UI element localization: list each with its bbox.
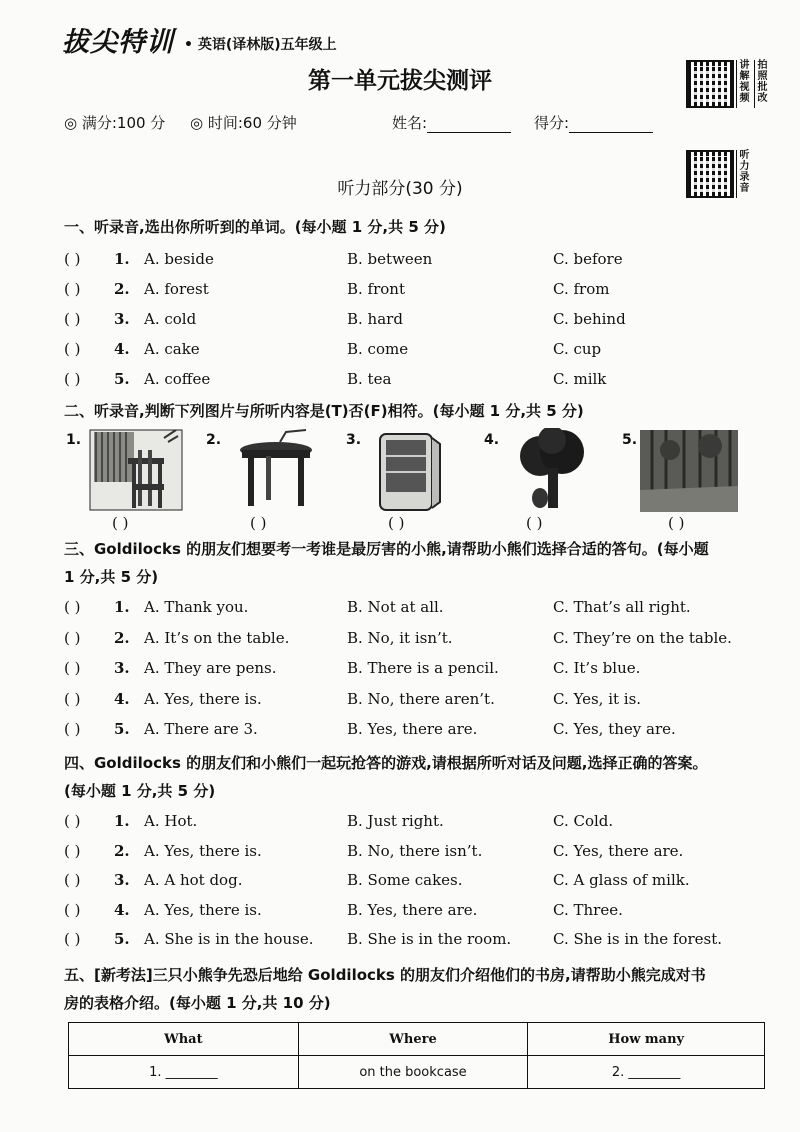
- picture-row: [66, 428, 786, 538]
- answer-blank[interactable]: ( ): [64, 812, 81, 830]
- question-row: [64, 690, 764, 718]
- picture-answer-blank[interactable]: ( ): [526, 514, 543, 532]
- option-a[interactable]: A. cake: [144, 340, 200, 358]
- section4-title: 四、Goldilocks 的朋友们和小熊们一起玩抢答的游戏,请根据所听对话及问题,选择正确的答案。: [64, 754, 708, 772]
- table-header: How many: [528, 1023, 765, 1056]
- option-a[interactable]: A. Yes, there is.: [144, 900, 262, 919]
- table-cell-blank[interactable]: 1. ________: [69, 1056, 299, 1089]
- full-score: ◎ 满分:100 分: [64, 114, 166, 132]
- qr-label: 拍照批改: [754, 60, 770, 108]
- option-c[interactable]: C. before: [553, 250, 623, 268]
- answer-blank[interactable]: ( ): [64, 900, 81, 919]
- answer-blank[interactable]: ( ): [64, 280, 81, 298]
- answer-blank[interactable]: ( ): [64, 310, 81, 328]
- option-c[interactable]: C. Cold.: [553, 812, 614, 830]
- option-b[interactable]: B. Not at all.: [347, 598, 444, 616]
- table-cell: on the bookcase: [298, 1056, 528, 1089]
- option-a[interactable]: A. Thank you.: [144, 598, 249, 616]
- section2-title: 二、听录音,判断下列图片与所听内容是(T)否(F)相符。(每小题 1 分,共 5 分): [64, 402, 584, 420]
- brand-logo: 拔尖特训: [62, 27, 174, 58]
- subject-label: • 英语(译林版)五年级上: [184, 37, 337, 53]
- option-b[interactable]: B. Just right.: [347, 812, 444, 830]
- table-row: [69, 1056, 765, 1089]
- option-a[interactable]: A. beside: [144, 250, 214, 268]
- qr-grading[interactable]: [686, 60, 770, 108]
- tree-icon: [518, 428, 588, 512]
- answer-blank[interactable]: ( ): [64, 340, 81, 358]
- option-b[interactable]: B. She is in the room.: [347, 930, 512, 948]
- fridge-icon: [378, 432, 444, 512]
- answer-blank[interactable]: ( ): [64, 250, 81, 268]
- question-number: 4.: [114, 689, 130, 708]
- option-c[interactable]: C. behind: [553, 310, 626, 328]
- option-b[interactable]: B. Some cakes.: [347, 871, 463, 889]
- answer-blank[interactable]: ( ): [64, 871, 81, 889]
- table-header: What: [69, 1023, 299, 1056]
- answer-blank[interactable]: ( ): [64, 930, 81, 948]
- question-number: 4.: [114, 340, 130, 358]
- qr-code-icon: [686, 60, 734, 108]
- picture-number: 5.: [622, 432, 638, 448]
- time-limit: ◎ 时间:60 分钟: [190, 114, 297, 132]
- score-label: 得分:: [534, 114, 570, 132]
- option-c[interactable]: C. Yes, it is.: [553, 689, 642, 708]
- option-b[interactable]: B. No, there isn’t.: [347, 841, 483, 860]
- option-c[interactable]: C. She is in the forest.: [553, 930, 723, 948]
- question-row: [64, 871, 764, 899]
- picture-number: 2.: [206, 432, 222, 448]
- option-b[interactable]: B. hard: [347, 310, 403, 328]
- forest-icon: [640, 430, 738, 512]
- option-a[interactable]: A. A hot dog.: [144, 871, 243, 889]
- question-row: [64, 250, 764, 278]
- question-number: 2.: [114, 841, 130, 860]
- question-number: 3.: [114, 310, 130, 328]
- question-row: [64, 901, 764, 929]
- name-field[interactable]: [392, 112, 511, 133]
- qr-label: 讲解视频: [736, 60, 752, 108]
- picture-answer-blank[interactable]: ( ): [388, 514, 405, 532]
- question-row: [64, 659, 764, 687]
- question-number: 2.: [114, 280, 130, 298]
- table-icon: [236, 428, 320, 512]
- question-row: [64, 370, 764, 398]
- option-c[interactable]: C. cup: [553, 340, 602, 358]
- question-row: [64, 340, 764, 368]
- table-header-row: [69, 1023, 765, 1056]
- question-number: 5.: [114, 930, 130, 948]
- picture-number: 1.: [66, 432, 82, 448]
- question-number: 3.: [114, 659, 130, 677]
- page-title: 第一单元拔尖测评: [308, 67, 492, 94]
- option-c[interactable]: C. Three.: [553, 900, 623, 919]
- question-number: 1.: [114, 598, 130, 616]
- question-number: 2.: [114, 628, 130, 647]
- table-cell-blank[interactable]: 2. ________: [528, 1056, 765, 1089]
- option-b[interactable]: B. There is a pencil.: [347, 659, 499, 677]
- option-b[interactable]: B. Yes, there are.: [347, 900, 478, 919]
- picture-answer-blank[interactable]: ( ): [112, 514, 129, 532]
- section5-title: 五、[新考法]三只小熊争先恐后地给 Goldilocks 的朋友们介绍他们的书房,请帮助小熊完成对书: [64, 966, 706, 984]
- picture-number: 4.: [484, 432, 500, 448]
- option-a[interactable]: A. It’s on the table.: [144, 628, 290, 647]
- option-a[interactable]: A. forest: [144, 280, 209, 298]
- option-c[interactable]: C. They’re on the table.: [553, 628, 732, 647]
- question-row: [64, 310, 764, 338]
- question-number: 1.: [114, 250, 130, 268]
- bookroom-table: [68, 1022, 765, 1089]
- option-b[interactable]: B. tea: [347, 370, 392, 388]
- name-blank[interactable]: [427, 119, 511, 133]
- section3-title-cont: 1 分,共 5 分): [64, 568, 159, 586]
- question-row: [64, 280, 764, 308]
- option-c[interactable]: C. That’s all right.: [553, 598, 691, 616]
- option-c[interactable]: C. milk: [553, 370, 607, 388]
- question-row: [64, 812, 764, 840]
- option-c[interactable]: C. from: [553, 280, 610, 298]
- question-row: [64, 720, 764, 748]
- option-a[interactable]: A. Hot.: [144, 812, 198, 830]
- section4-title-cont: (每小题 1 分,共 5 分): [64, 782, 216, 800]
- option-a[interactable]: A. She is in the house.: [144, 930, 314, 948]
- score-blank[interactable]: [569, 119, 653, 133]
- answer-blank[interactable]: ( ): [64, 370, 81, 388]
- question-number: 1.: [114, 812, 130, 830]
- section1-title: 一、听录音,选出你所听到的单词。(每小题 1 分,共 5 分): [64, 218, 446, 236]
- listening-title: 听力部分(30 分): [337, 179, 463, 199]
- answer-blank[interactable]: ( ): [64, 841, 81, 860]
- option-b[interactable]: B. Yes, there are.: [347, 720, 478, 738]
- option-c[interactable]: C. It’s blue.: [553, 659, 641, 677]
- section3-title: 三、Goldilocks 的朋友们想要考一考谁是最厉害的小熊,请帮助小熊们选择合适的答句。(每小题: [64, 540, 709, 558]
- answer-blank[interactable]: ( ): [64, 720, 81, 738]
- option-a[interactable]: A. Yes, there is.: [144, 689, 262, 708]
- option-c[interactable]: C. Yes, there are.: [553, 841, 684, 860]
- qr-label: 听力录音: [736, 150, 752, 198]
- answer-blank[interactable]: ( ): [64, 598, 81, 616]
- option-b[interactable]: B. No, it isn’t.: [347, 628, 453, 647]
- option-a[interactable]: A. Yes, there is.: [144, 841, 262, 860]
- option-c[interactable]: C. Yes, they are.: [553, 720, 676, 738]
- picture-answer-blank[interactable]: ( ): [250, 514, 267, 532]
- question-row: [64, 629, 764, 657]
- picture-number: 3.: [346, 432, 362, 448]
- option-b[interactable]: B. between: [347, 250, 433, 268]
- question-number: 4.: [114, 900, 130, 919]
- answer-blank[interactable]: ( ): [64, 689, 81, 708]
- question-number: 3.: [114, 871, 130, 889]
- section5-title-cont: 房的表格介绍。(每小题 1 分,共 10 分): [64, 994, 331, 1012]
- answer-blank[interactable]: ( ): [64, 628, 81, 647]
- option-a[interactable]: A. cold: [144, 310, 197, 328]
- option-a[interactable]: A. There are 3.: [144, 720, 258, 738]
- question-row: [64, 930, 764, 958]
- option-b[interactable]: B. come: [347, 340, 409, 358]
- question-row: [64, 598, 764, 626]
- option-a[interactable]: A. They are pens.: [144, 659, 277, 677]
- option-b[interactable]: B. front: [347, 280, 406, 298]
- chair-by-window-icon: [88, 428, 184, 512]
- option-c[interactable]: C. A glass of milk.: [553, 871, 690, 889]
- question-row: [64, 842, 764, 870]
- question-number: 5.: [114, 720, 130, 738]
- score-field[interactable]: [534, 112, 653, 133]
- picture-answer-blank[interactable]: ( ): [668, 514, 685, 532]
- name-label: 姓名:: [392, 114, 428, 132]
- question-number: 5.: [114, 370, 130, 388]
- option-a[interactable]: A. coffee: [144, 370, 211, 388]
- option-b[interactable]: B. No, there aren’t.: [347, 689, 495, 708]
- answer-blank[interactable]: ( ): [64, 659, 81, 677]
- table-header: Where: [298, 1023, 528, 1056]
